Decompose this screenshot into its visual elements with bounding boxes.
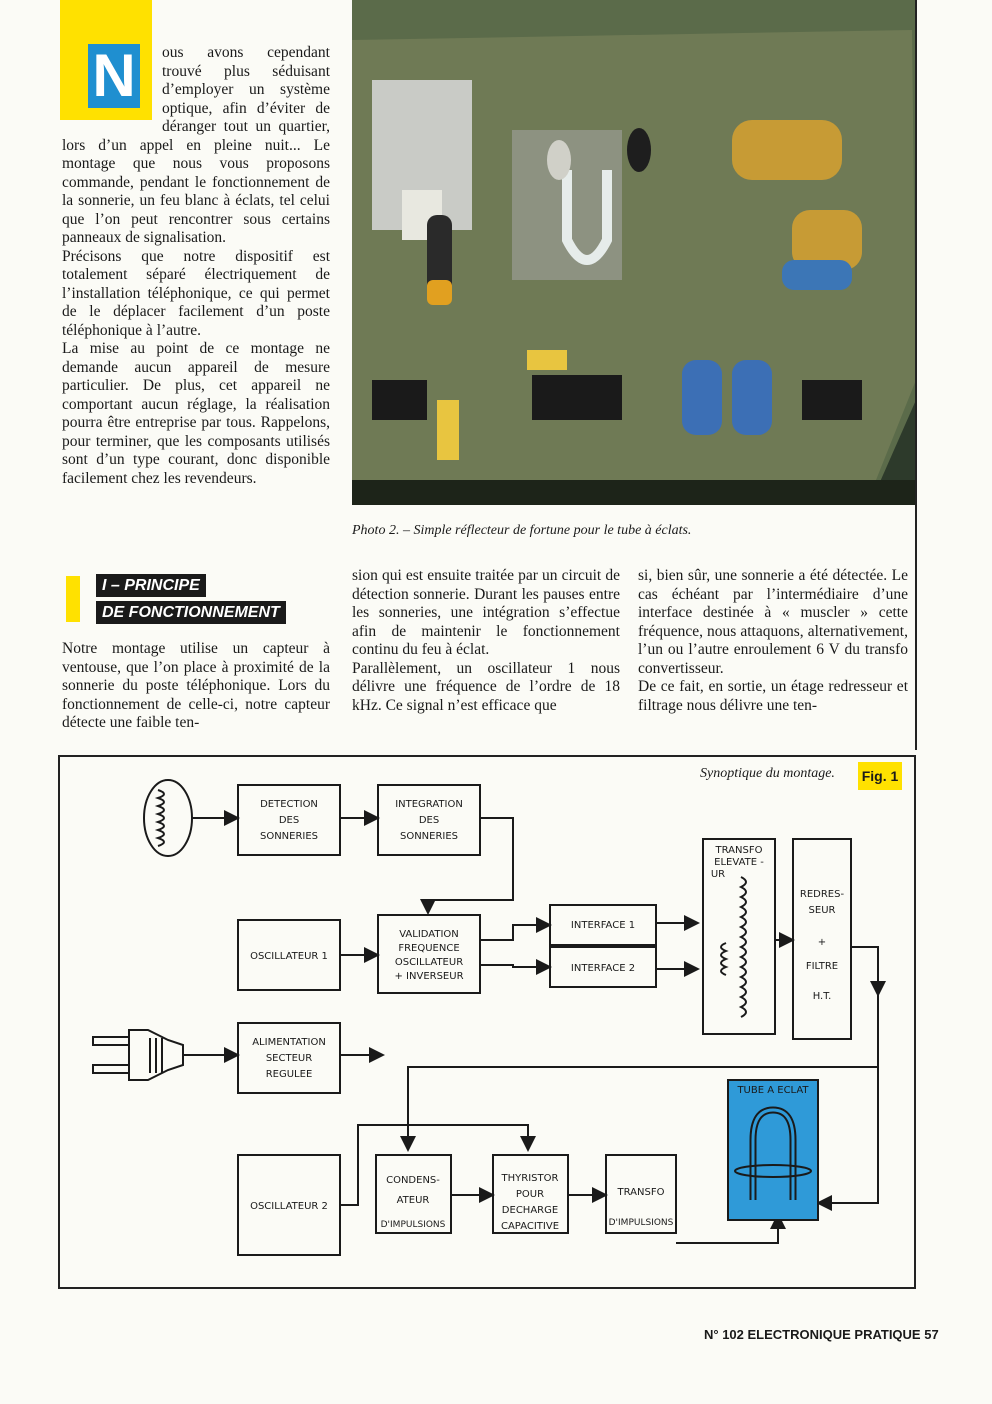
label-condensateur-1: CONDENS- <box>386 1175 440 1186</box>
photo-caption: Photo 2. – Simple réflecteur de fortune pour le tube à éclats. <box>352 523 692 538</box>
figure-label: Fig. 1 <box>858 762 902 790</box>
label-integration-1: INTEGRATION <box>395 799 463 810</box>
right-paragraph-2: De ce fait, en sortie, un étage redresseur et filtrage nous délivre une ten- <box>638 678 908 714</box>
middle-paragraph-2: Parallèlement, un oscillateur 1 nous délivre une fréquence de l’ordre de 18 kHz. Ce signal n’est efficace que <box>352 659 620 714</box>
label-transfo-elevateur-1: TRANSFO <box>715 845 763 856</box>
middle-paragraph-1: sion qui est ensuite traitée par un circuit de détection sonnerie. Durant les pauses entre les sonneries, une intégration s’effectue afin de maintenir le fonctionnement continu du feu à éclat. <box>352 567 620 658</box>
figure-caption: Synoptique du montage. <box>700 766 835 781</box>
block-diagram <box>58 755 916 1289</box>
label-interface-2: INTERFACE 2 <box>570 963 636 974</box>
section-title-line-1: I – PRINCIPE <box>96 574 206 597</box>
label-oscillator-2: OSCILLATEUR 2 <box>250 1201 328 1212</box>
label-transfo-impulsions-2: D'IMPULSIONS <box>608 1218 674 1228</box>
dropcap <box>60 0 152 120</box>
photo-illustration <box>352 0 916 505</box>
label-validation-3: OSCILLATEUR <box>394 957 464 968</box>
label-oscillator-1: OSCILLATEUR 1 <box>250 951 328 962</box>
label-tube-eclat: TUBE A ECLAT <box>737 1085 809 1096</box>
label-validation-4: + INVERSEUR <box>394 971 464 982</box>
label-thyristor-2: POUR <box>515 1189 545 1200</box>
section-heading <box>66 571 326 627</box>
label-redresseur-3: + <box>817 937 827 948</box>
label-validation-2: FREQUENCE <box>398 943 460 954</box>
intro-paragraph-2: Précisons que notre dispositif est totalement séparé électriquement de l’installation téléphonique, ce qui permet de le déplacer facilement d’un poste téléphonique à l’autre. <box>62 247 330 339</box>
label-integration-2: DES <box>418 815 440 826</box>
column-divider <box>915 0 917 750</box>
label-transfo-impulsions-1: TRANSFO <box>617 1187 665 1198</box>
block-tube-eclat <box>728 1080 818 1220</box>
sensor-coil-icon <box>144 780 192 856</box>
intro-paragraph-3: La mise au point de ce montage ne demande aucun appareil de mesure particulier. De plus, cet appareil ne comportant aucun réglage, la réalisation pourra être entreprise par tous. Rappelons, pour terminer, que les composants utilisés sont d’un type courant, donc disponible facilement chez les revendeurs. <box>62 340 330 487</box>
right-paragraph-1: si, bien sûr, une sonnerie a été détectée. Le cas échéant par l’intermédiaire d’une interface destinée à « muscler » cette fréquence, nous attaquons, alternativement, l’un ou l’autre enroulement 6 V du transfo convertisseur. <box>638 567 908 677</box>
section-title-line-2: DE FONCTIONNEMENT <box>96 601 286 624</box>
label-alimentation-1: ALIMENTATION <box>252 1037 326 1048</box>
photo-circuit-board <box>352 0 916 505</box>
middle-column <box>352 567 620 715</box>
dropcap-letter: N <box>88 44 140 108</box>
primary-coil-icon <box>721 943 726 975</box>
label-alimentation-2: SECTEUR <box>265 1053 313 1064</box>
label-transfo-elevateur-2: ELEVATE - <box>714 857 764 868</box>
label-detection-3: SONNERIES <box>259 831 319 842</box>
label-redresseur-5: H.T. <box>812 991 832 1002</box>
section-heading-bar <box>66 576 80 622</box>
intro-column <box>62 44 330 488</box>
label-thyristor-3: DECHARGE <box>501 1205 559 1216</box>
intro-paragraph-1 <box>62 44 330 248</box>
label-detection-2: DES <box>278 815 300 826</box>
label-validation-1: VALIDATION <box>399 929 459 940</box>
intro-paragraph-1-text: ous avons cependant trouvé plus séduisant d’employer un système optique, afin d’éviter de déranger tout un quartier, lors d’un appel en pleine nuit... Le montage que nous vous proposons commande, pendant le fonctionnement de la sonnerie, un feu blanc à éclats, tel celui que l’on peut rencontrer sous certains panneaux de signalisation. <box>62 44 330 246</box>
right-column <box>638 567 908 715</box>
label-thyristor-1: THYRISTOR <box>501 1173 559 1184</box>
page-footer: N° 102 ELECTRONIQUE PRATIQUE 57 <box>704 1327 939 1342</box>
principle-paragraph-1: Notre montage utilise un capteur à ventouse, que l’on place à proximité de la sonnerie du poste téléphonique. Lors du fonctionnement de celle-ci, notre capteur détecte une faible ten- <box>62 640 330 731</box>
label-condensateur-2: ATEUR <box>396 1195 430 1206</box>
label-condensateur-3: D'IMPULSIONS <box>380 1220 446 1230</box>
label-redresseur-4: FILTRE <box>805 961 839 972</box>
label-thyristor-4: CAPACITIVE <box>500 1221 560 1232</box>
secondary-coil-icon <box>741 877 746 1017</box>
label-interface-1: INTERFACE 1 <box>570 920 636 931</box>
label-redresseur-1: REDRES- <box>799 889 845 900</box>
label-integration-3: SONNERIES <box>399 831 459 842</box>
label-transfo-elevateur-3: UR <box>710 869 726 880</box>
label-alimentation-3: REGULEE <box>265 1069 313 1080</box>
mains-plug-icon <box>93 1030 183 1080</box>
label-detection-1: DETECTION <box>260 799 318 810</box>
label-redresseur-2: SEUR <box>808 905 836 916</box>
